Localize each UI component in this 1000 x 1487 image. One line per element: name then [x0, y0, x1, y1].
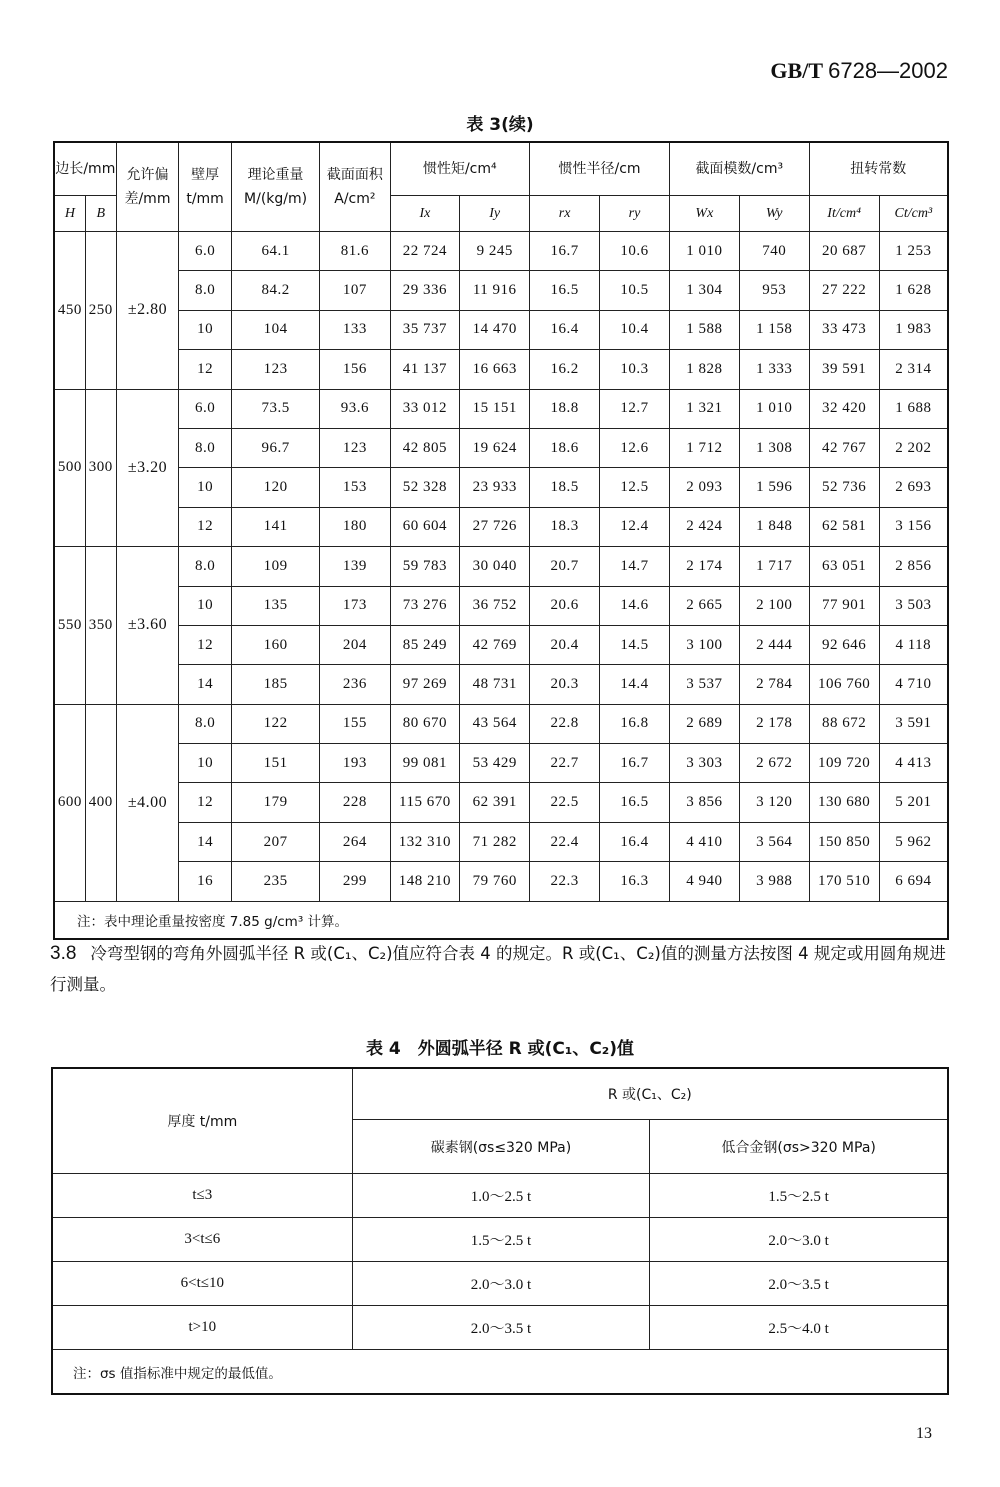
- table-cell: t>10: [52, 1306, 352, 1350]
- table-row: [52, 1262, 948, 1306]
- table-cell: 4 118: [879, 625, 948, 664]
- table-cell: 18.6: [530, 428, 600, 467]
- table-cell: 16.3: [600, 862, 670, 901]
- table-row: [54, 547, 948, 586]
- table-cell: 3 856: [669, 783, 739, 822]
- table-cell: 4 410: [669, 822, 739, 861]
- table-cell: 52 328: [390, 468, 460, 507]
- table-cell: 173: [320, 586, 390, 625]
- table-cell: 48 731: [460, 665, 530, 704]
- table3-note: 注：表中理论重量按密度 7.85 g/cm³ 计算。: [54, 901, 948, 939]
- table-cell: 3 988: [739, 862, 809, 901]
- table-cell: 5 962: [879, 822, 948, 861]
- table-cell: 3<t≤6: [52, 1218, 352, 1262]
- table4: [51, 1067, 949, 1395]
- table-cell: 30 040: [460, 547, 530, 586]
- header-ry: ry: [628, 206, 641, 221]
- table-row: [54, 389, 948, 428]
- table-cell: 53 429: [460, 744, 530, 783]
- table-cell: 22.7: [530, 744, 600, 783]
- table-cell: 18.3: [530, 507, 600, 546]
- table-cell: 10.5: [600, 271, 670, 310]
- table-cell: 141: [231, 507, 319, 546]
- header-thickness: 厚度 t/mm: [52, 1068, 352, 1174]
- table-row: [54, 665, 948, 704]
- table-cell: 14 470: [460, 310, 530, 349]
- header-rx: rx: [558, 206, 571, 221]
- table-cell: 8.0: [179, 271, 232, 310]
- table-cell: 20.3: [530, 665, 600, 704]
- table-cell: 62 391: [460, 783, 530, 822]
- table3-caption: 表 3(续): [466, 115, 534, 135]
- table-cell: 1 712: [669, 428, 739, 467]
- table-cell: 11 916: [460, 271, 530, 310]
- table-cell: 1 010: [739, 389, 809, 428]
- table-cell: 99 081: [390, 744, 460, 783]
- header-Wy: Wy: [765, 206, 783, 221]
- table-cell: 12.6: [600, 428, 670, 467]
- table-cell: 81.6: [320, 232, 390, 271]
- table-row: [54, 232, 948, 271]
- table-cell: 1 717: [739, 547, 809, 586]
- table-cell: 85 249: [390, 625, 460, 664]
- table-cell: 104: [231, 310, 319, 349]
- section-3-8: [50, 938, 955, 1000]
- table-cell: 14.7: [600, 547, 670, 586]
- table-cell: 3 591: [879, 704, 948, 743]
- table-cell: 123: [231, 350, 319, 389]
- table-cell: 27 726: [460, 507, 530, 546]
- table-cell: 43 564: [460, 704, 530, 743]
- section-number: 3.8: [50, 943, 77, 964]
- table-cell: 8.0: [179, 704, 232, 743]
- table-cell: 62 581: [809, 507, 879, 546]
- table-cell: 264: [320, 822, 390, 861]
- table-cell: 73.5: [231, 389, 319, 428]
- table-cell: 740: [739, 232, 809, 271]
- cell-h: 450: [54, 232, 85, 390]
- table-cell: 10.3: [600, 350, 670, 389]
- table-cell: 29 336: [390, 271, 460, 310]
- table4-caption: 表 4 外圆弧半径 R 或(C₁、C₂)值: [365, 1039, 635, 1059]
- table-cell: 14: [179, 822, 232, 861]
- table-cell: 1 253: [879, 232, 948, 271]
- header-H: H: [64, 206, 75, 221]
- table-cell: 1 588: [669, 310, 739, 349]
- table-cell: 2.0～3.5 t: [650, 1262, 948, 1306]
- table-cell: 2 689: [669, 704, 739, 743]
- table-cell: 3 303: [669, 744, 739, 783]
- table-cell: 2 784: [739, 665, 809, 704]
- standard-code: [770, 58, 948, 84]
- table-cell: 235: [231, 862, 319, 901]
- table-cell: 12.4: [600, 507, 670, 546]
- table-cell: 33 012: [390, 389, 460, 428]
- table-cell: 153: [320, 468, 390, 507]
- table-cell: 10: [179, 310, 232, 349]
- table-row: [54, 783, 948, 822]
- table-cell: 10: [179, 586, 232, 625]
- table-cell: 299: [320, 862, 390, 901]
- table-cell: 84.2: [231, 271, 319, 310]
- standard-code-number: 6728—2002: [828, 58, 948, 83]
- page-number: 13: [916, 1425, 932, 1442]
- table-cell: 1 848: [739, 507, 809, 546]
- table-row: [54, 507, 948, 546]
- table-cell: 16.5: [600, 783, 670, 822]
- table-cell: 1 688: [879, 389, 948, 428]
- table-row: [54, 704, 948, 743]
- header-section-modulus: 截面模数/cm³: [669, 142, 809, 196]
- table-cell: 179: [231, 783, 319, 822]
- table-row: [54, 350, 948, 389]
- table-cell: 42 805: [390, 428, 460, 467]
- table-cell: 23 933: [460, 468, 530, 507]
- table-row: [54, 428, 948, 467]
- table-cell: 2 093: [669, 468, 739, 507]
- table-cell: 2 424: [669, 507, 739, 546]
- table-cell: 107: [320, 271, 390, 310]
- header-It: It/cm⁴: [827, 206, 861, 221]
- header-Ct: Ct/cm³: [894, 206, 933, 221]
- table-cell: 1 628: [879, 271, 948, 310]
- table-cell: 79 760: [460, 862, 530, 901]
- table-cell: 97 269: [390, 665, 460, 704]
- table-cell: 20.4: [530, 625, 600, 664]
- table-cell: 39 591: [809, 350, 879, 389]
- table-cell: 1 304: [669, 271, 739, 310]
- table-cell: 14.6: [600, 586, 670, 625]
- table-cell: 1 983: [879, 310, 948, 349]
- table-cell: t≤3: [52, 1174, 352, 1218]
- table-cell: 2 202: [879, 428, 948, 467]
- table-cell: 2.0～3.0 t: [352, 1262, 650, 1306]
- table-row: [52, 1306, 948, 1350]
- table-cell: 156: [320, 350, 390, 389]
- header-tolerance: 允许偏差/mm: [116, 142, 179, 232]
- table-cell: 1 158: [739, 310, 809, 349]
- table-cell: 133: [320, 310, 390, 349]
- header-Ix: Ix: [419, 206, 431, 221]
- table-cell: 1 333: [739, 350, 809, 389]
- table-cell: 2 693: [879, 468, 948, 507]
- table-cell: 6<t≤10: [52, 1262, 352, 1306]
- table-cell: 2 314: [879, 350, 948, 389]
- table-cell: 8.0: [179, 547, 232, 586]
- cell-tolerance: ±2.80: [116, 232, 179, 390]
- table-row: [52, 1218, 948, 1262]
- table-cell: 1 308: [739, 428, 809, 467]
- table-cell: 16.4: [530, 310, 600, 349]
- header-r-group: R 或(C₁、C₂): [352, 1068, 948, 1120]
- table-row: [54, 468, 948, 507]
- table-cell: 22.5: [530, 783, 600, 822]
- table-cell: 71 282: [460, 822, 530, 861]
- header-radius-of-gyration: 惯性半径/cm: [530, 142, 670, 196]
- table-cell: 4 710: [879, 665, 948, 704]
- table-cell: 10: [179, 468, 232, 507]
- table-row: [54, 862, 948, 901]
- table-cell: 2 672: [739, 744, 809, 783]
- table-cell: 16: [179, 862, 232, 901]
- table-cell: 36 752: [460, 586, 530, 625]
- table-cell: 18.8: [530, 389, 600, 428]
- cell-b: 400: [85, 704, 116, 901]
- table-cell: 180: [320, 507, 390, 546]
- table-cell: 14.5: [600, 625, 670, 664]
- table-cell: 115 670: [390, 783, 460, 822]
- table-cell: 20.7: [530, 547, 600, 586]
- table-row: [54, 271, 948, 310]
- table-cell: 16.7: [600, 744, 670, 783]
- cell-h: 600: [54, 704, 85, 901]
- table-cell: 16.5: [530, 271, 600, 310]
- cell-b: 300: [85, 389, 116, 547]
- table-cell: 236: [320, 665, 390, 704]
- table-cell: 41 137: [390, 350, 460, 389]
- table-cell: 22.4: [530, 822, 600, 861]
- table-cell: 4 940: [669, 862, 739, 901]
- table-cell: 16.4: [600, 822, 670, 861]
- table-cell: 10.4: [600, 310, 670, 349]
- table-cell: 2 856: [879, 547, 948, 586]
- table-cell: 3 537: [669, 665, 739, 704]
- table-cell: 170 510: [809, 862, 879, 901]
- table-cell: 5 201: [879, 783, 948, 822]
- table-cell: 32 420: [809, 389, 879, 428]
- cell-tolerance: ±4.00: [116, 704, 179, 901]
- table-row: [54, 822, 948, 861]
- table-cell: 27 222: [809, 271, 879, 310]
- header-theoretical-weight: 理论重量 M/(kg/m): [231, 142, 319, 232]
- table-cell: 2 178: [739, 704, 809, 743]
- table-cell: 120: [231, 468, 319, 507]
- table-cell: 22.8: [530, 704, 600, 743]
- table3: [53, 141, 949, 940]
- table4-body: [52, 1174, 948, 1350]
- table-cell: 35 737: [390, 310, 460, 349]
- table-cell: 88 672: [809, 704, 879, 743]
- header-Iy: Iy: [489, 206, 501, 221]
- table-cell: 16.8: [600, 704, 670, 743]
- table-cell: 1 010: [669, 232, 739, 271]
- table-cell: 12: [179, 350, 232, 389]
- header-low-alloy-steel: 低合金钢(σs>320 MPa): [650, 1120, 948, 1174]
- table-cell: 15 151: [460, 389, 530, 428]
- table-cell: 19 624: [460, 428, 530, 467]
- table-cell: 106 760: [809, 665, 879, 704]
- table-cell: 3 564: [739, 822, 809, 861]
- cell-h: 550: [54, 547, 85, 705]
- table-cell: 123: [320, 428, 390, 467]
- table4-note: 注：σs 值指标准中规定的最低值。: [52, 1350, 948, 1395]
- table-cell: 151: [231, 744, 319, 783]
- cell-tolerance: ±3.20: [116, 389, 179, 547]
- table-cell: 20 687: [809, 232, 879, 271]
- table-cell: 1 321: [669, 389, 739, 428]
- table-cell: 16.7: [530, 232, 600, 271]
- table-row: [54, 625, 948, 664]
- table-cell: 139: [320, 547, 390, 586]
- table-cell: 953: [739, 271, 809, 310]
- table-cell: 1 596: [739, 468, 809, 507]
- header-torsion-constant: 扭转常数: [809, 142, 948, 196]
- table-cell: 64.1: [231, 232, 319, 271]
- table-cell: 3 503: [879, 586, 948, 625]
- table-cell: 12.5: [600, 468, 670, 507]
- table-row: [54, 744, 948, 783]
- table-cell: 130 680: [809, 783, 879, 822]
- table-cell: 93.6: [320, 389, 390, 428]
- table-cell: 52 736: [809, 468, 879, 507]
- table-cell: 160: [231, 625, 319, 664]
- table-cell: 63 051: [809, 547, 879, 586]
- table-cell: 6 694: [879, 862, 948, 901]
- table-cell: 14.4: [600, 665, 670, 704]
- table-cell: 10.6: [600, 232, 670, 271]
- table-cell: 12.7: [600, 389, 670, 428]
- header-moment-of-inertia: 惯性矩/cm⁴: [390, 142, 530, 196]
- table-cell: 122: [231, 704, 319, 743]
- table-cell: 42 769: [460, 625, 530, 664]
- table-row: [54, 310, 948, 349]
- table-cell: 33 473: [809, 310, 879, 349]
- table-cell: 2.0～3.5 t: [352, 1306, 650, 1350]
- table-cell: 1.0～2.5 t: [352, 1174, 650, 1218]
- table-cell: 12: [179, 783, 232, 822]
- table-cell: 42 767: [809, 428, 879, 467]
- cell-tolerance: ±3.60: [116, 547, 179, 705]
- table-cell: 109 720: [809, 744, 879, 783]
- table-cell: 1 828: [669, 350, 739, 389]
- table-cell: 22 724: [390, 232, 460, 271]
- header-Wx: Wx: [695, 206, 714, 221]
- table-cell: 2 665: [669, 586, 739, 625]
- table-cell: 2 174: [669, 547, 739, 586]
- table-cell: 12: [179, 507, 232, 546]
- table-cell: 2 444: [739, 625, 809, 664]
- table-row: [52, 1174, 948, 1218]
- table-row: [54, 586, 948, 625]
- table-cell: 16 663: [460, 350, 530, 389]
- table-cell: 6.0: [179, 389, 232, 428]
- table-cell: 2 100: [739, 586, 809, 625]
- table-cell: 12: [179, 625, 232, 664]
- table-cell: 16.2: [530, 350, 600, 389]
- cell-h: 500: [54, 389, 85, 547]
- standard-code-prefix: GB/T: [770, 58, 823, 83]
- table-cell: 3 100: [669, 625, 739, 664]
- table-cell: 3 156: [879, 507, 948, 546]
- header-side-length: 边长/mm: [54, 142, 116, 196]
- table-cell: 73 276: [390, 586, 460, 625]
- table-cell: 10: [179, 744, 232, 783]
- cell-b: 250: [85, 232, 116, 390]
- table-cell: 2.5～4.0 t: [650, 1306, 948, 1350]
- header-carbon-steel: 碳素钢(σs≤320 MPa): [352, 1120, 650, 1174]
- table-cell: 135: [231, 586, 319, 625]
- section-text: 冷弯型钢的弯角外圆弧半径 R 或(C₁、C₂)值应符合表 4 的规定。R 或(C₁、C₂)值的测量方法按图 4 规定或用圆角规进行测量。: [50, 944, 946, 994]
- table-cell: 1.5～2.5 t: [650, 1174, 948, 1218]
- table-cell: 185: [231, 665, 319, 704]
- table-cell: 1.5～2.5 t: [352, 1218, 650, 1262]
- table-cell: 22.3: [530, 862, 600, 901]
- table-cell: 4 413: [879, 744, 948, 783]
- table-cell: 155: [320, 704, 390, 743]
- table-cell: 18.5: [530, 468, 600, 507]
- header-wall-thickness: 壁厚 t/mm: [179, 142, 232, 232]
- table-cell: 96.7: [231, 428, 319, 467]
- table3-body: [54, 232, 948, 902]
- table-cell: 59 783: [390, 547, 460, 586]
- table-cell: 3 120: [739, 783, 809, 822]
- table-cell: 228: [320, 783, 390, 822]
- table-cell: 6.0: [179, 232, 232, 271]
- table-cell: 77 901: [809, 586, 879, 625]
- table-cell: 14: [179, 665, 232, 704]
- table-cell: 60 604: [390, 507, 460, 546]
- table-cell: 204: [320, 625, 390, 664]
- table-cell: 80 670: [390, 704, 460, 743]
- header-B: B: [96, 206, 106, 221]
- table-cell: 92 646: [809, 625, 879, 664]
- table-cell: 109: [231, 547, 319, 586]
- table-cell: 9 245: [460, 232, 530, 271]
- table-cell: 2.0～3.0 t: [650, 1218, 948, 1262]
- table-cell: 150 850: [809, 822, 879, 861]
- cell-b: 350: [85, 547, 116, 705]
- table-cell: 193: [320, 744, 390, 783]
- table-cell: 148 210: [390, 862, 460, 901]
- header-section-area: 截面面积 A/cm²: [320, 142, 390, 232]
- table-cell: 20.6: [530, 586, 600, 625]
- table-cell: 207: [231, 822, 319, 861]
- table-cell: 132 310: [390, 822, 460, 861]
- table-cell: 8.0: [179, 428, 232, 467]
